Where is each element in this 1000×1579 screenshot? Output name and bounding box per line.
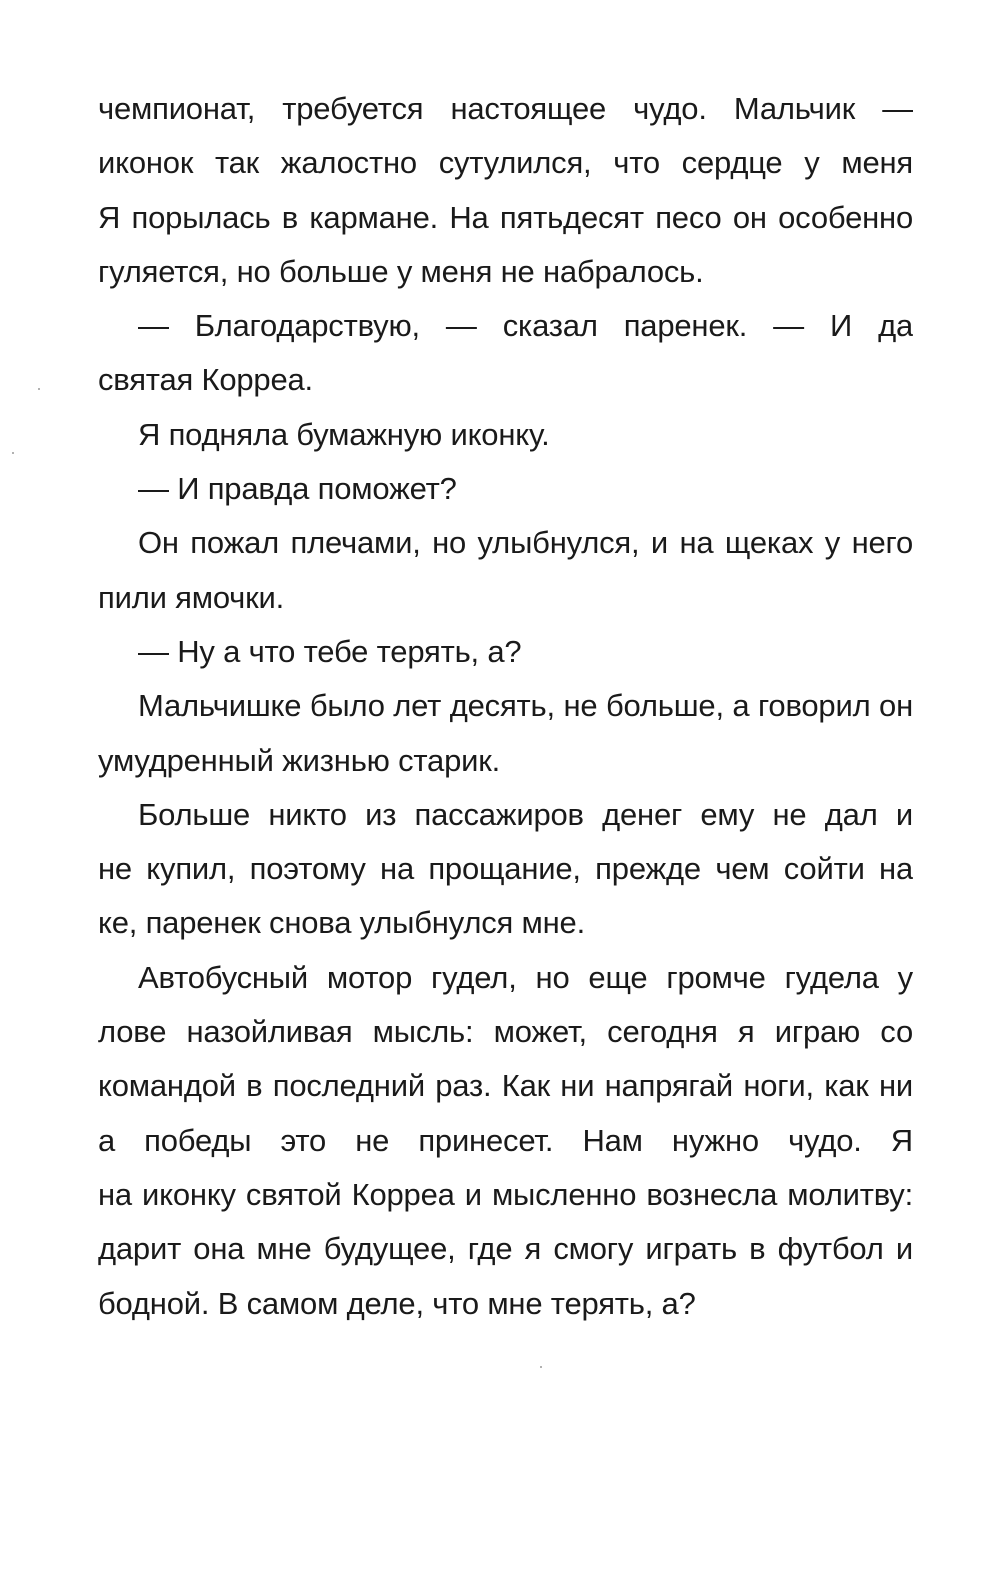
text-line: гуляется, но больше у меня не набралось. xyxy=(98,253,704,289)
scan-speck xyxy=(38,388,40,390)
text-line: пили ямочки. xyxy=(98,579,285,615)
text-line: — Благодарствую, — сказал паренек. — И да xyxy=(138,308,913,344)
text-line: ке, паренек снова улыбнулся мне. xyxy=(98,905,586,941)
text-line: на иконку святой Корреа и мысленно вознесла молитву: xyxy=(98,1176,913,1212)
text-line: Мальчишке было лет десять, не больше, а говорил он xyxy=(138,688,913,724)
text-line: бодной. В самом деле, что мне терять, а? xyxy=(98,1285,696,1321)
text-line: умудренный жизнью старик. xyxy=(98,742,501,778)
scan-speck xyxy=(540,1366,542,1368)
text-line: командой в последний раз. Как ни напрягай ноги, как ни xyxy=(98,1068,913,1104)
text-line: Он пожал плечами, но улыбнулся, и на щеках у него xyxy=(138,525,913,561)
text-line: иконок так жалостно сутулился, что сердце у меня xyxy=(98,145,913,181)
text-line: не купил, поэтому на прощание, прежде чем сойти на xyxy=(98,851,913,887)
text-line: — И правда поможет? xyxy=(138,471,457,507)
scan-speck xyxy=(12,452,14,454)
text-line: чемпионат, требуется настоящее чудо. Мальчик — xyxy=(98,91,913,126)
text-line: святая Корреа. xyxy=(98,362,313,398)
text-line: Я подняла бумажную иконку. xyxy=(138,416,550,452)
text-line: Автобусный мотор гудел, но еще громче гудела у xyxy=(138,959,913,995)
text-line: Больше никто из пассажиров денег ему не дал и xyxy=(138,796,913,832)
text-line: лове назойливая мысль: может, сегодня я играю со xyxy=(98,1014,913,1050)
body-text xyxy=(98,82,913,1331)
text-line: — Ну а что тебе терять, а? xyxy=(138,633,522,669)
text-line: а победы это не принесет. Нам нужно чудо. Я xyxy=(98,1122,913,1158)
text-line: Я порылась в кармане. На пятьдесят песо он особенно xyxy=(98,199,913,235)
text-line: дарит она мне будущее, где я смогу играть в футбол и xyxy=(98,1231,913,1267)
